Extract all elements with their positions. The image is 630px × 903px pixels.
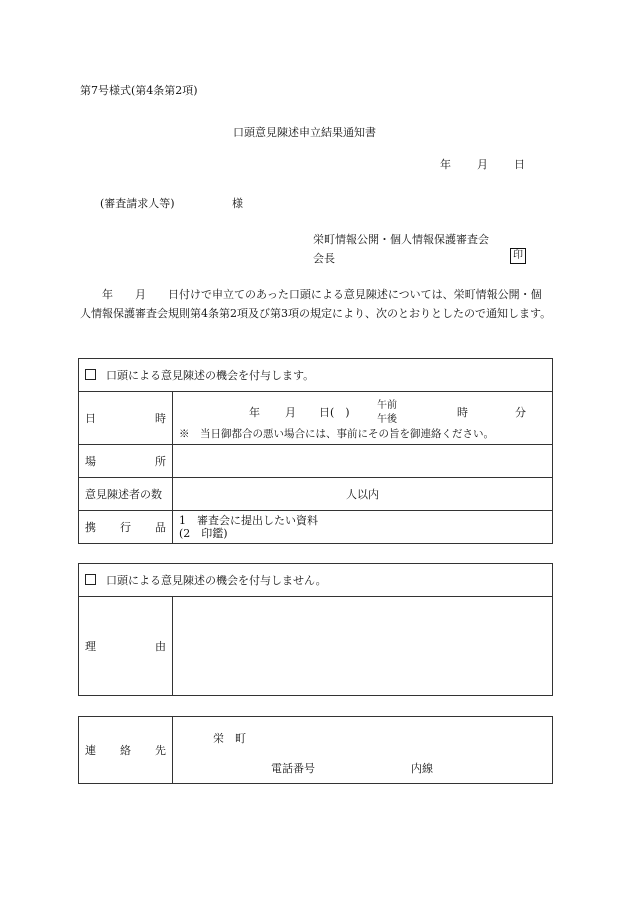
items-value-cell[interactable] xyxy=(173,511,553,544)
addressee-honorific: 様 xyxy=(232,197,243,210)
addressee-label: (審査請求人等) xyxy=(100,197,175,210)
dt-month: 月 xyxy=(285,405,296,419)
notice-body-text: 年 月 日付けで申立てのあった口頭による意見陳述については、栄町情報公開・個人情報保護審査会規則第4条第2項及び第3項の規定により、次のとおりとしたので通知します。 xyxy=(80,288,552,320)
contact-label-cell xyxy=(79,717,173,784)
grant-option-label: 口頭による意見陳述の機会を付与します。 xyxy=(106,369,315,382)
seal-mark: 印 xyxy=(510,248,526,264)
item-line-2: (2 印鑑) xyxy=(179,527,228,540)
reason-label-cell xyxy=(79,597,173,696)
datetime-label-1: 日 xyxy=(85,412,96,425)
count-value-cell[interactable] xyxy=(173,478,553,511)
date-month-label: 月 xyxy=(477,158,488,171)
place-label-2: 所 xyxy=(155,455,166,468)
dt-hour: 時 xyxy=(457,405,468,419)
count-label: 意見陳述者の数 xyxy=(85,488,162,501)
datetime-label-2: 時 xyxy=(155,412,166,425)
grant-table xyxy=(78,358,553,544)
reason-value-cell[interactable] xyxy=(173,597,553,696)
reason-label-1: 理 xyxy=(85,640,96,653)
sender-role: 会長 xyxy=(313,252,335,265)
deny-table xyxy=(78,563,553,696)
contact-phone-label: 電話番号 xyxy=(271,762,315,775)
items-label-3: 品 xyxy=(155,521,166,534)
datetime-value-cell[interactable] xyxy=(173,392,553,445)
dt-pm: 午後 xyxy=(377,413,397,425)
deny-option-label: 口頭による意見陳述の機会を付与しません。 xyxy=(106,574,327,587)
item-line-1: 1 審査会に提出したい資料 xyxy=(179,514,318,527)
form-number: 第7号様式(第4条第2項) xyxy=(80,84,198,97)
dt-minute: 分 xyxy=(515,405,526,419)
dt-day: 日( ) xyxy=(319,405,350,419)
dt-am: 午前 xyxy=(377,399,397,411)
dt-year: 年 xyxy=(249,405,260,419)
contact-table xyxy=(78,716,553,784)
place-label-cell xyxy=(79,445,173,478)
date-day-label: 日 xyxy=(514,158,525,171)
contact-label-2: 絡 xyxy=(120,744,131,757)
count-label-cell xyxy=(79,478,173,511)
contact-value-cell[interactable] xyxy=(173,717,553,784)
place-label-1: 場 xyxy=(85,455,96,468)
items-label-cell xyxy=(79,511,173,544)
datetime-label-cell xyxy=(79,392,173,445)
grant-checkbox[interactable] xyxy=(85,369,96,380)
deny-checkbox[interactable] xyxy=(85,574,96,585)
grant-option-cell xyxy=(79,359,553,392)
document-title: 口頭意見陳述申立結果通知書 xyxy=(233,126,376,139)
count-value: 人以内 xyxy=(346,488,379,501)
contact-town: 栄 町 xyxy=(213,732,246,745)
datetime-note: ※ 当日御都合の悪い場合には、事前にその旨を御連絡ください。 xyxy=(179,427,494,440)
deny-option-cell xyxy=(79,564,553,597)
date-year-label: 年 xyxy=(440,158,451,171)
contact-label-1: 連 xyxy=(85,744,96,757)
reason-label-2: 由 xyxy=(155,640,166,653)
sender-organization: 栄町情報公開・個人情報保護審査会 xyxy=(313,233,489,246)
items-label-1: 携 xyxy=(85,521,96,534)
place-value-cell[interactable] xyxy=(173,445,553,478)
contact-extension-label: 内線 xyxy=(411,762,433,775)
items-label-2: 行 xyxy=(120,521,131,534)
contact-label-3: 先 xyxy=(155,744,166,757)
